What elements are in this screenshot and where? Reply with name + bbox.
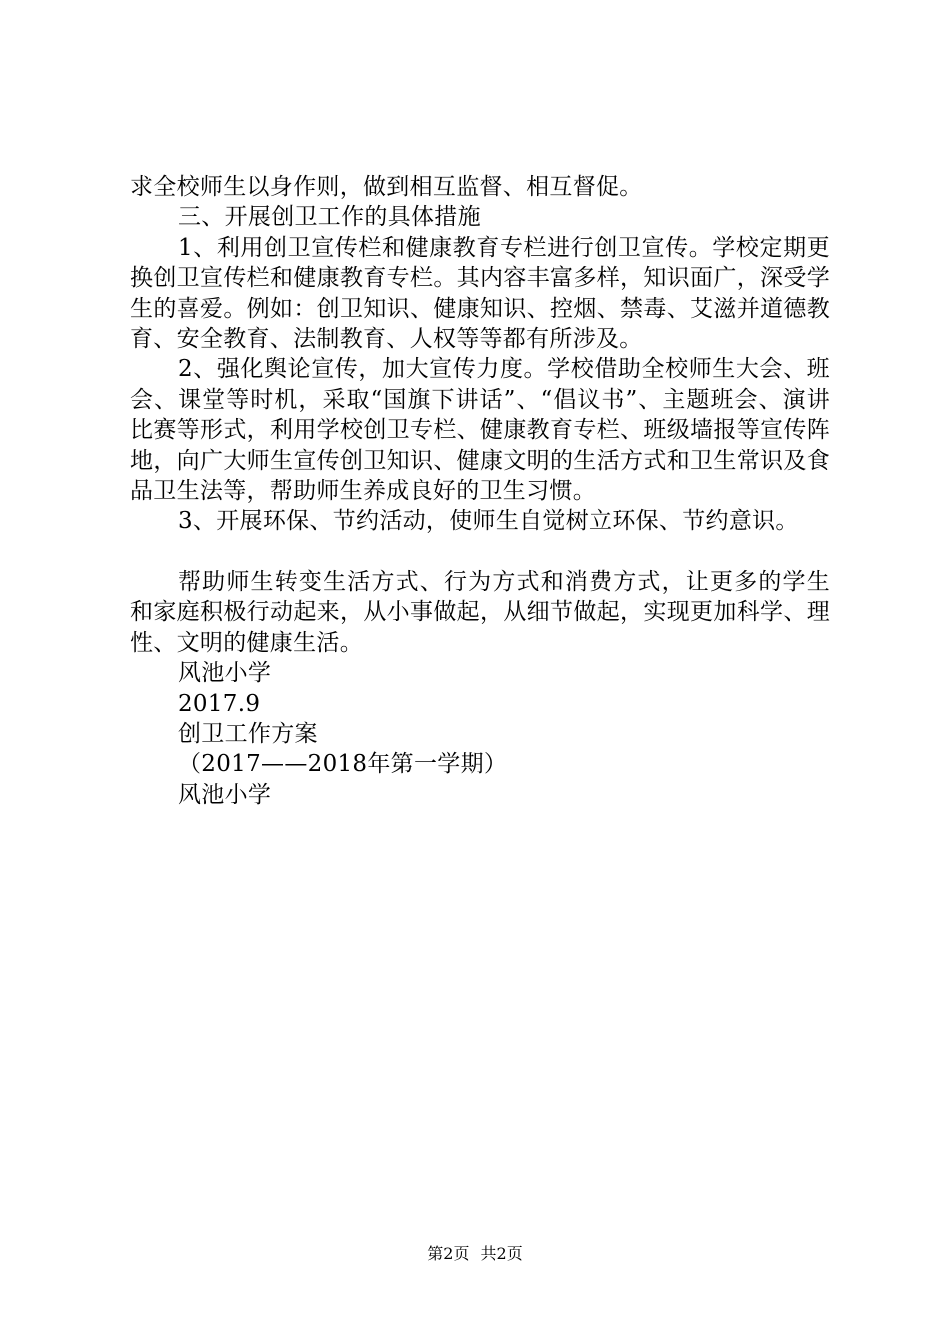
signature-school: 风池小学 — [178, 660, 272, 687]
section-heading: 三、开展创卫工作的具体措施 — [178, 204, 481, 231]
plan-title: 创卫工作方案 — [178, 720, 318, 747]
paragraph-measure-2: 2、强化舆论宣传，加大宣传力度。学校借助全校师生大会、班会、课堂等时机，采取“国旗下讲话”、“倡议书”、主题班会、演讲比赛等形式，利用学校创卫专栏、健康教育专栏、班级墙报等宣传阵地，向广大师生宣传创卫知识、健康文明的生活方式和卫生常识及食品卫生法等，帮助师生养成良好的卫生习惯。 — [130, 356, 830, 505]
signature-date: 2017.9 — [178, 690, 261, 717]
page-total: 共2页 — [480, 1244, 523, 1263]
page-footer — [0, 1244, 950, 1264]
plan-term: （2017——2018年第一学期） — [178, 751, 508, 778]
paragraph-measure-3: 3、开展环保、节约活动，使师生自觉树立环保、节约意识。 — [178, 508, 799, 535]
document-body — [130, 172, 830, 810]
paragraph-continuation: 求全校师生以身作则，做到相互监督、相互督促。 — [130, 174, 643, 200]
paragraph-measure-1: 1、利用创卫宣传栏和健康教育专栏进行创卫宣传。学校定期更换创卫宣传栏和健康教育专栏。其内容丰富多样，知识面广，深受学生的喜爱。例如：创卫知识、健康知识、控烟、禁毒、艾滋并道德教育、安全教育、法制教育、人权等等都有所涉及。 — [130, 234, 830, 353]
signature-school-repeat: 风池小学 — [178, 781, 272, 808]
paragraph-conclusion: 帮助师生转变生活方式、行为方式和消费方式，让更多的学生和家庭积极行动起来，从小事做起，从细节做起，实现更加科学、理性、文明的健康生活。 — [130, 568, 830, 656]
page-number: 第2页 — [427, 1244, 470, 1263]
